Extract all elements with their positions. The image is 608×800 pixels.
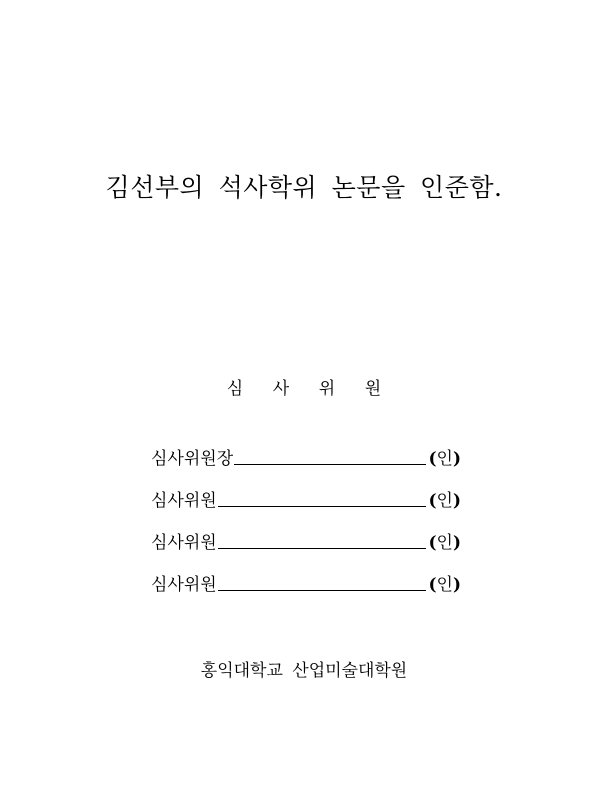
seal-close-paren: ): [452, 575, 461, 595]
seal-open-paren: (: [428, 533, 437, 553]
committee-heading: [0, 374, 608, 399]
signature-line: [218, 505, 427, 507]
signature-line: [218, 589, 427, 591]
signature-row-member-1: [151, 469, 461, 511]
institution-name: 홍익대학교 산업미술대학원: [200, 661, 408, 681]
signature-role: 심사위원: [151, 533, 217, 553]
signature-row-chair: [151, 427, 461, 469]
seal-char: 인: [436, 449, 453, 469]
seal-close-paren: ): [452, 449, 461, 469]
seal-char: 인: [436, 491, 453, 511]
signature-line: [234, 463, 426, 465]
seal-char: 인: [436, 533, 453, 553]
signature-role: 심사위원: [151, 491, 217, 511]
committee-heading-char: 사: [272, 379, 290, 399]
committee-heading-char: 원: [364, 379, 382, 399]
seal-open-paren: (: [428, 491, 437, 511]
signature-list: [151, 427, 461, 595]
signature-row-member-2: [151, 511, 461, 553]
seal-close-paren: ): [452, 491, 461, 511]
signature-role: 심사위원: [151, 575, 217, 595]
seal-mark: [428, 570, 461, 595]
seal-char: 인: [436, 575, 453, 595]
seal-mark: [428, 528, 461, 553]
signature-row-member-3: [151, 553, 461, 595]
signature-role: 심사위원장: [151, 449, 234, 469]
committee-heading-char: 심: [226, 379, 244, 399]
seal-mark: [428, 444, 461, 469]
committee-heading-char: 위: [318, 379, 336, 399]
seal-open-paren: (: [428, 575, 437, 595]
seal-mark: [428, 486, 461, 511]
approval-title: 김선부의 석사학위 논문을 인준함.: [105, 173, 503, 202]
seal-open-paren: (: [428, 449, 437, 469]
seal-close-paren: ): [452, 533, 461, 553]
signature-line: [218, 547, 427, 549]
